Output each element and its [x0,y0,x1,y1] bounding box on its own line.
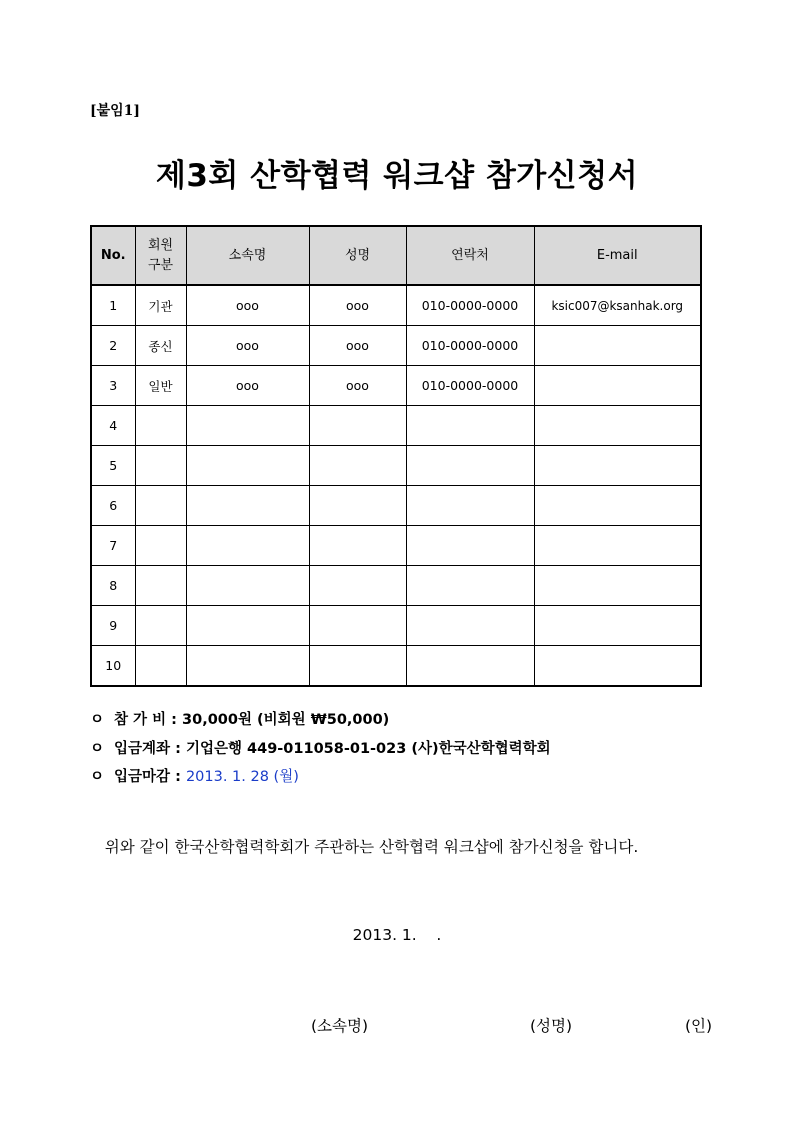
cell-affiliation[interactable] [186,646,309,687]
cell-member-type[interactable] [135,446,186,486]
bullet-icon: ㅇ [90,712,105,728]
cell-no: 4 [91,406,135,446]
cell-no: 8 [91,566,135,606]
cell-no: 3 [91,366,135,406]
account-value: 기업은행 449-011058-01-023 (사)한국산학협력학회 [185,741,551,757]
table-row [91,566,701,606]
deadline-line [90,765,299,786]
cell-no: 2 [91,326,135,366]
cell-no: 10 [91,646,135,687]
cell-email[interactable] [534,486,701,526]
header-member-type [135,226,186,285]
cell-no: 5 [91,446,135,486]
cell-no: 6 [91,486,135,526]
table-row [91,406,701,446]
page-title: 제3회 산학협력 워크샵 참가신청서 [155,158,639,194]
statement-text: 위와 같이 한국산학협력학회가 주관하는 산학협력 워크샵에 참가신청을 합니다. [104,838,639,856]
fee-label: 참 가 비 : [114,712,177,728]
cell-name[interactable]: ooo [309,366,406,406]
cell-member-type[interactable]: 종신 [135,326,186,366]
cell-contact[interactable] [406,526,534,566]
header-affiliation: 소속명 [186,226,309,285]
cell-contact[interactable] [406,606,534,646]
cell-affiliation[interactable] [186,486,309,526]
cell-contact[interactable] [406,446,534,486]
deadline-label: 입금마감 : [114,769,181,785]
cell-member-type[interactable] [135,646,186,687]
account-label: 입금계좌 : [114,741,181,757]
cell-affiliation[interactable] [186,526,309,566]
cell-email[interactable] [534,606,701,646]
cell-name[interactable] [309,606,406,646]
table-row [91,326,701,366]
cell-name[interactable] [309,486,406,526]
attachment-label: [붙임1] [90,103,141,119]
cell-email[interactable] [534,526,701,566]
cell-name[interactable] [309,446,406,486]
bullet-icon: ㅇ [90,741,105,757]
fee-line [90,708,389,729]
cell-name[interactable] [309,526,406,566]
table-row [91,526,701,566]
cell-email[interactable] [534,406,701,446]
header-no: No. [91,226,135,285]
cell-affiliation[interactable] [186,446,309,486]
signature-name[interactable]: (성명) [530,1017,573,1035]
cell-email[interactable] [534,326,701,366]
cell-member-type[interactable] [135,566,186,606]
signature-affiliation[interactable]: (소속명) [311,1017,369,1035]
cell-affiliation[interactable] [186,606,309,646]
cell-email[interactable]: ksic007@ksanhak.org [534,285,701,326]
header-member-type-line1: 회원 [147,237,174,253]
bullet-icon: ㅇ [90,769,105,785]
cell-contact[interactable] [406,486,534,526]
table-row [91,366,701,406]
table-header-row [91,226,701,285]
table-row [91,446,701,486]
cell-contact[interactable] [406,406,534,446]
cell-no: 1 [91,285,135,326]
account-line [90,737,551,758]
table-row [91,285,701,326]
cell-member-type[interactable] [135,606,186,646]
header-member-type-line2: 구분 [147,257,174,273]
cell-member-type[interactable] [135,406,186,446]
table-row [91,606,701,646]
statement-paragraph [90,833,718,862]
cell-no: 9 [91,606,135,646]
header-email: E-mail [534,226,701,285]
cell-name[interactable] [309,646,406,687]
cell-name[interactable]: ooo [309,326,406,366]
cell-contact[interactable]: 010-0000-0000 [406,366,534,406]
cell-member-type[interactable] [135,526,186,566]
cell-name[interactable] [309,566,406,606]
cell-name[interactable] [309,406,406,446]
cell-member-type[interactable]: 일반 [135,366,186,406]
cell-member-type[interactable]: 기관 [135,285,186,326]
cell-name[interactable]: ooo [309,285,406,326]
application-date[interactable]: 2013. 1. . [352,926,442,944]
cell-affiliation[interactable]: ooo [186,326,309,366]
table-row [91,486,701,526]
cell-affiliation[interactable] [186,566,309,606]
cell-contact[interactable] [406,646,534,687]
cell-affiliation[interactable]: ooo [186,366,309,406]
cell-email[interactable] [534,646,701,687]
cell-contact[interactable]: 010-0000-0000 [406,326,534,366]
table-row [91,646,701,687]
cell-email[interactable] [534,566,701,606]
fee-value: 30,000원 (비회원 ₩50,000) [182,712,390,728]
application-table [90,225,702,687]
deadline-value: 2013. 1. 28 (월) [185,769,299,785]
cell-affiliation[interactable]: ooo [186,285,309,326]
cell-no: 7 [91,526,135,566]
header-name: 성명 [309,226,406,285]
cell-contact[interactable]: 010-0000-0000 [406,285,534,326]
cell-contact[interactable] [406,566,534,606]
cell-email[interactable] [534,446,701,486]
cell-member-type[interactable] [135,486,186,526]
signature-seal[interactable]: (인) [685,1017,713,1035]
header-contact: 연락처 [406,226,534,285]
cell-email[interactable] [534,366,701,406]
cell-affiliation[interactable] [186,406,309,446]
